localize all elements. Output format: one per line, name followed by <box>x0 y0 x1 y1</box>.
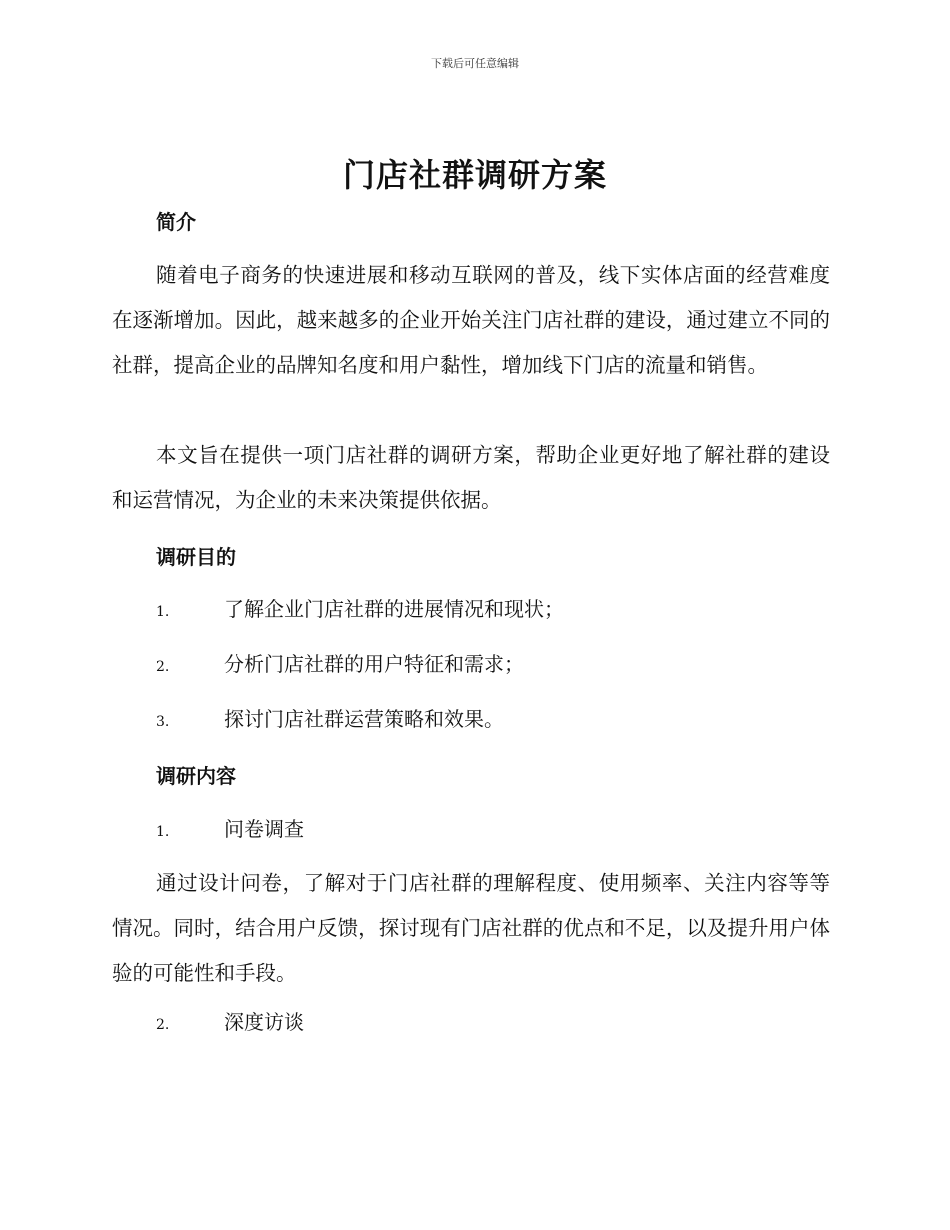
list-number: 1. <box>156 604 170 620</box>
intro-paragraph-2: 本文旨在提供一项门店社群的调研方案，帮助企业更好地了解社群的建设和运营情况，为企业的未来决策提供依据。 <box>112 443 830 512</box>
section-heading-intro: 简介 <box>156 210 196 234</box>
header-note: 下载后可任意编辑 <box>431 57 519 70</box>
list-number: 3. <box>156 714 170 730</box>
list-text: 了解企业门店社群的进展情况和现状； <box>224 597 564 621</box>
purpose-item-3 <box>156 705 504 733</box>
intro-paragraph-1: 随着电子商务的快速进展和移动互联网的普及，线下实体店面的经营难度在逐渐增加。因此，越来越多的企业开始关注门店社群的建设，通过建立不同的社群，提高企业的品牌知名度和用户黏性，增加线下门店的流量和销售。 <box>112 263 830 377</box>
list-text: 问卷调查 <box>224 817 304 841</box>
section-heading-content: 调研内容 <box>156 764 236 788</box>
list-text: 分析门店社群的用户特征和需求； <box>224 652 524 676</box>
purpose-item-1 <box>156 595 564 623</box>
list-number: 2. <box>156 1017 170 1033</box>
list-number: 1. <box>156 824 170 840</box>
purpose-item-2 <box>156 650 524 678</box>
questionnaire-paragraph: 通过设计问卷，了解对于门店社群的理解程度、使用频率、关注内容等等情况。同时，结合用户反馈，探讨现有门店社群的优点和不足，以及提升用户体验的可能性和手段。 <box>112 871 830 985</box>
content-item-2 <box>156 1008 304 1036</box>
list-text: 探讨门店社群运营策略和效果。 <box>224 707 504 731</box>
list-text: 深度访谈 <box>224 1010 304 1034</box>
section-heading-purpose: 调研目的 <box>156 545 236 569</box>
list-number: 2. <box>156 659 170 675</box>
content-item-1 <box>156 815 304 843</box>
document-title: 门店社群调研方案 <box>342 156 607 194</box>
